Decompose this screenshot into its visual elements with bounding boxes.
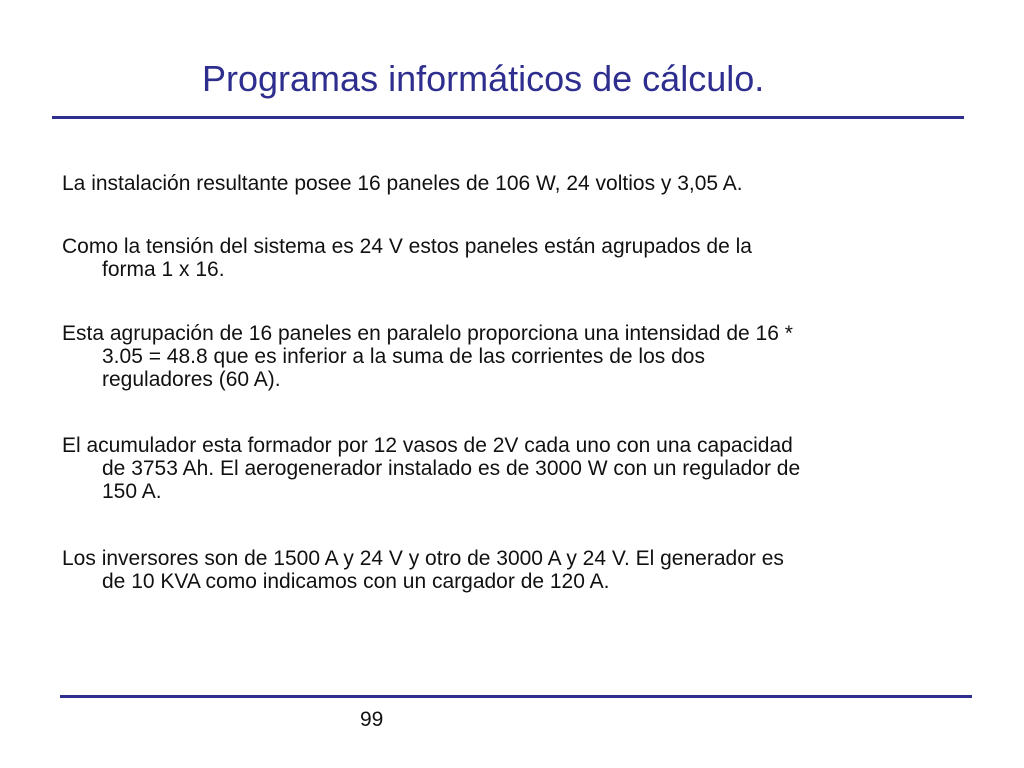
paragraph-voltage: Como la tensión del sistema es 24 V estos paneles están agrupados de la forma 1 x 16.	[62, 235, 752, 281]
slide-title: Programas informáticos de cálculo.	[202, 58, 765, 99]
page-number: 99	[360, 708, 384, 731]
title-divider	[52, 116, 964, 119]
paragraph-accumulator: El acumulador esta formador por 12 vasos de 2V cada uno con una capacidad de 3753 Ah. El aerogenerador instalado es de 3000 W con un regulador de 150 A.	[62, 434, 801, 503]
paragraph-grouping: Esta agrupación de 16 paneles en paralelo proporciona una intensidad de 16 * 3.05 = 48.8 que es inferior a la suma de las corrientes de los dos reguladores (60 A).	[62, 322, 793, 391]
footer-divider	[60, 695, 972, 698]
paragraph-installation: La instalación resultante posee 16 paneles de 106 W, 24 voltios y 3,05 A.	[62, 172, 743, 195]
paragraph-inverters: Los inversores son de 1500 A y 24 V y otro de 3000 A y 24 V. El generador es de 10 KVA como indicamos con un cargador de 120 A.	[62, 547, 784, 593]
